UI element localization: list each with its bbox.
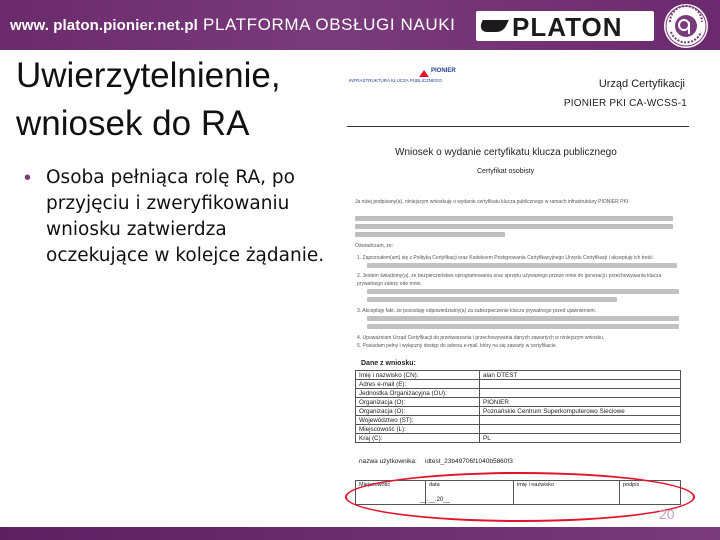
platon-logo — [476, 11, 654, 41]
field-label: Organizacja (O): — [356, 398, 480, 407]
field-value — [480, 389, 681, 398]
table-row — [356, 380, 681, 389]
table-row — [356, 398, 681, 407]
header-subtitle: PLATFORMA OBSŁUGI NAUKI — [203, 15, 456, 34]
text-line — [367, 263, 677, 268]
table-row — [356, 371, 681, 380]
request-data-table — [355, 370, 681, 443]
declaration-item: 4. Upoważniam Urząd Certyfikacji do przetwarzania i przechowywania danych zawartych w niniejszym wniosku. — [357, 335, 605, 341]
intro-paragraph: Ja niżej podpisany(a), niniejszym wnioskuję o wydanie certyfikatu klucza publicznego w ramach infrastruktury PIONIER PKI. — [355, 199, 630, 205]
field-value: Poznańskie Centrum Superkomputerowo Sieciowe — [480, 407, 681, 416]
sign-column-date: data — [426, 481, 514, 505]
divider — [347, 126, 689, 127]
sign-column-name: imię i nazwisko — [514, 481, 620, 505]
slide-title — [16, 52, 346, 148]
data-section-label: Dane z wniosku: — [361, 360, 416, 367]
table-row — [356, 416, 681, 425]
field-value — [480, 380, 681, 389]
field-value: alan DTEST — [480, 371, 681, 380]
field-label: Organizacja (O): — [356, 407, 480, 416]
pionier-seal-icon — [662, 2, 710, 50]
logo-subtitle: INFRASTRUKTURA KLUCZA PUBLICZNEGO — [349, 78, 443, 83]
text-line — [367, 297, 617, 302]
logo-name: PIONIER — [431, 68, 456, 74]
text-line — [355, 216, 673, 221]
declaration-item: 1. Zapoznałem(am) się z Polityką Certyfikacji oraz Kodeksem Postępowania Certyfikacyjnego Urzędu Certyfikacji i akceptuję ich treść. — [357, 255, 655, 261]
text-line — [355, 232, 505, 237]
page-number: 20 — [659, 506, 675, 522]
text-line — [367, 316, 679, 321]
text-line — [355, 224, 673, 229]
sign-column-signature: podpis — [620, 481, 681, 505]
table-row — [356, 434, 681, 443]
field-value — [480, 425, 681, 434]
header-url: www. platon.pionier.net.pl — [10, 17, 198, 34]
declaration-item: 2. Jestem świadomy(a), że bezpieczeństwo oprogramowania oraz sprzętu używanego przeze mnie do generacji i przechowywania klucza prywatnego zależy ode mnie. — [357, 273, 662, 287]
footer-bar — [0, 527, 720, 540]
slide-title-line-1: Uwierzytelnienie, — [16, 56, 281, 95]
field-label: Jednostka Organizacyjna (OU): — [356, 389, 480, 398]
logo-swoosh-icon — [477, 20, 509, 32]
field-label: Województwo (ST): — [356, 416, 480, 425]
declaration-item: 3. Akceptuję fakt, że pozostaję odpowiedzialny(a) za zabezpieczenie klucza prywatnego przed ujawnieniem. — [357, 308, 597, 314]
bullet-dot-icon: • — [24, 167, 32, 189]
text-line — [367, 289, 679, 294]
field-value: PIONIER — [480, 398, 681, 407]
declaration-item: 5. Posiadam pełny i wyłączny dostęp do adresu e-mail, który na się zawarty w certyfikacie. — [357, 343, 558, 349]
sign-column-place: Miejscowość — [356, 481, 426, 505]
slide-title-line-2: wniosek do RA — [16, 104, 250, 143]
username-value: idtest_23b49706f1040b5860f3 — [425, 458, 513, 465]
field-label: Kraj (C): — [356, 434, 480, 443]
ca-title: Urząd Certyfikacji — [598, 78, 685, 90]
header-banner — [0, 0, 720, 50]
certificate-request-form — [345, 58, 695, 520]
declarations-label: Oświadczam, że: — [355, 243, 394, 249]
highlight-ellipse — [345, 472, 695, 522]
bullet-text: Osoba pełniąca rolę RA, po przyjęciu i zweryfikowaniu wniosku zatwierdza oczekujące w kolejce żądanie. — [46, 167, 325, 266]
text-line — [367, 324, 679, 329]
table-row — [356, 425, 681, 434]
platon-logo-text: PLATON — [512, 12, 623, 42]
field-value — [480, 416, 681, 425]
field-label: Adres e-mail (E): — [356, 380, 480, 389]
table-row — [356, 407, 681, 416]
certificate-type: Certyfikat osobisty — [477, 168, 535, 175]
pionier-logo-icon — [419, 70, 429, 78]
request-title: Wniosek o wydanie certyfikatu klucza publicznego — [395, 147, 617, 158]
date-placeholder: __.__.20__ — [420, 497, 451, 503]
field-label: Imię i nazwisko (CN): — [356, 371, 480, 380]
table-row — [356, 389, 681, 398]
field-label: Miejscowość (L): — [356, 425, 480, 434]
field-value: PL — [480, 434, 681, 443]
ca-name: PIONIER PKI CA-WCSS-1 — [563, 98, 687, 109]
username-label: nazwa użytkownika: — [359, 458, 417, 465]
